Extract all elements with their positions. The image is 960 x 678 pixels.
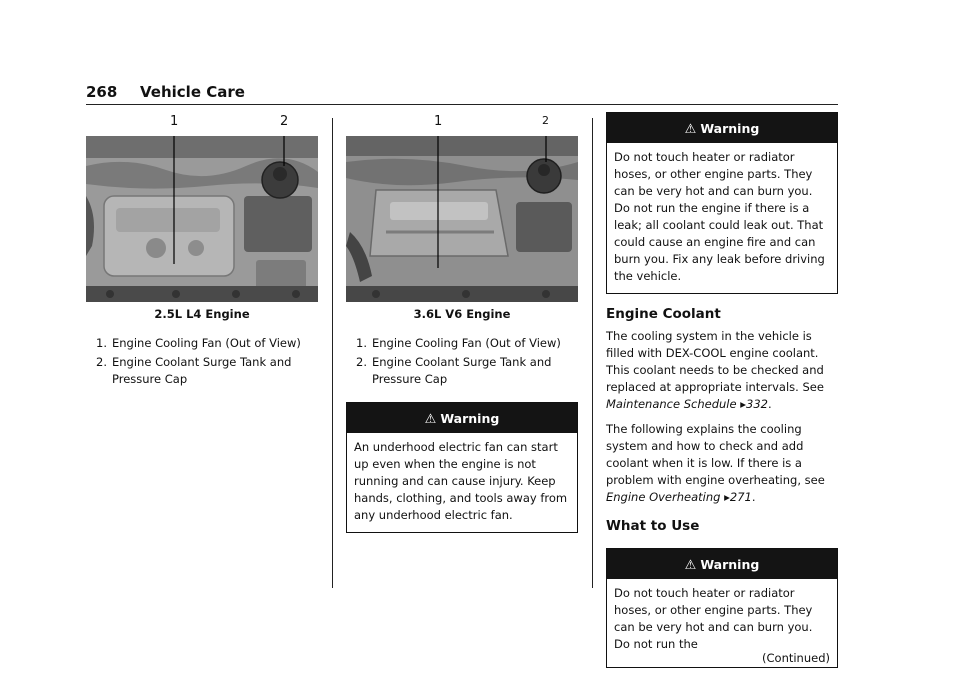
figure-caption: 2.5L L4 Engine — [154, 307, 250, 321]
warning-header: ⚠ Warning — [607, 549, 837, 579]
heading-engine-coolant: Engine Coolant — [606, 306, 721, 322]
warning-box-fan — [346, 402, 578, 533]
warning-box-what-to-use — [606, 548, 838, 668]
callout-number: 1 — [170, 114, 179, 129]
column-right — [606, 112, 838, 668]
page-reference-icon: ▸ — [740, 397, 746, 411]
legend-item: 2. Engine Coolant Surge Tank and Pressure Cap — [356, 355, 552, 386]
callout-legend — [346, 335, 578, 388]
engine-photo-v6 — [346, 112, 578, 302]
link-engine-overheating[interactable]: Engine Overheating — [606, 490, 721, 504]
warning-text: Do not touch heater or radiator hoses, or other engine parts. They can be very hot and can burn you. Do not run the engine if there is a leak; all coolant could leak out. That could cause an engine fire and can burn you. Fix any leak before driving the vehicle. — [614, 150, 825, 283]
page-reference-icon: ▸ — [724, 490, 730, 504]
callout-legend — [86, 335, 318, 388]
page-number: 268 — [86, 83, 118, 101]
engine-photo-l4 — [86, 112, 318, 302]
callout-number: 2 — [280, 114, 289, 129]
callout-number: 1 — [434, 114, 443, 129]
legend-item: 1. Engine Cooling Fan (Out of View) — [356, 336, 561, 350]
continued-label: (Continued) — [762, 651, 830, 665]
column-left — [86, 112, 318, 390]
column-divider — [592, 118, 593, 588]
heading-what-to-use: What to Use — [606, 518, 700, 534]
warning-triangle-icon: ⚠ — [684, 122, 697, 137]
page-ref[interactable]: 271 — [729, 490, 752, 504]
warning-box-hoses — [606, 112, 838, 294]
column-middle — [346, 112, 578, 533]
warning-triangle-icon: ⚠ — [424, 412, 437, 427]
warning-header: ⚠ Warning — [607, 113, 837, 143]
page-header — [86, 80, 838, 105]
figure-caption: 3.6L V6 Engine — [413, 307, 511, 321]
warning-header: ⚠ Warning — [347, 403, 577, 433]
engine-bay-illustration — [86, 136, 318, 302]
legend-item: 2. Engine Coolant Surge Tank and Pressure Cap — [96, 355, 292, 386]
paragraph-coolant-intro: The cooling system in the vehicle is filled with DEX-COOL engine coolant. This coolant needs to be checked and replaced at appropriate intervals. See Maintenance Schedule ▸332. — [606, 329, 824, 411]
warning-text: Do not touch heater or radiator hoses, or other engine parts. They can be very hot and can burn you. Do not run the (Continued) — [614, 586, 830, 665]
callout-number: 2 — [542, 114, 549, 127]
section-title: Vehicle Care — [140, 83, 245, 101]
column-divider — [332, 118, 333, 588]
paragraph-coolant-how: The following explains the cooling system and how to check and add coolant when it is low. If there is a problem with engine overheating, see Engine Overheating ▸271. — [606, 422, 825, 504]
warning-text: An underhood electric fan can start up even when the engine is not running and can cause injury. Keep hands, clothing, and tools away from any underhood electric fan. — [354, 440, 568, 522]
warning-triangle-icon: ⚠ — [684, 558, 697, 573]
link-maintenance-schedule[interactable]: Maintenance Schedule — [606, 397, 737, 411]
legend-item: 1. Engine Cooling Fan (Out of View) — [96, 336, 301, 350]
engine-bay-illustration — [346, 136, 578, 302]
page-ref[interactable]: 332 — [746, 397, 768, 411]
